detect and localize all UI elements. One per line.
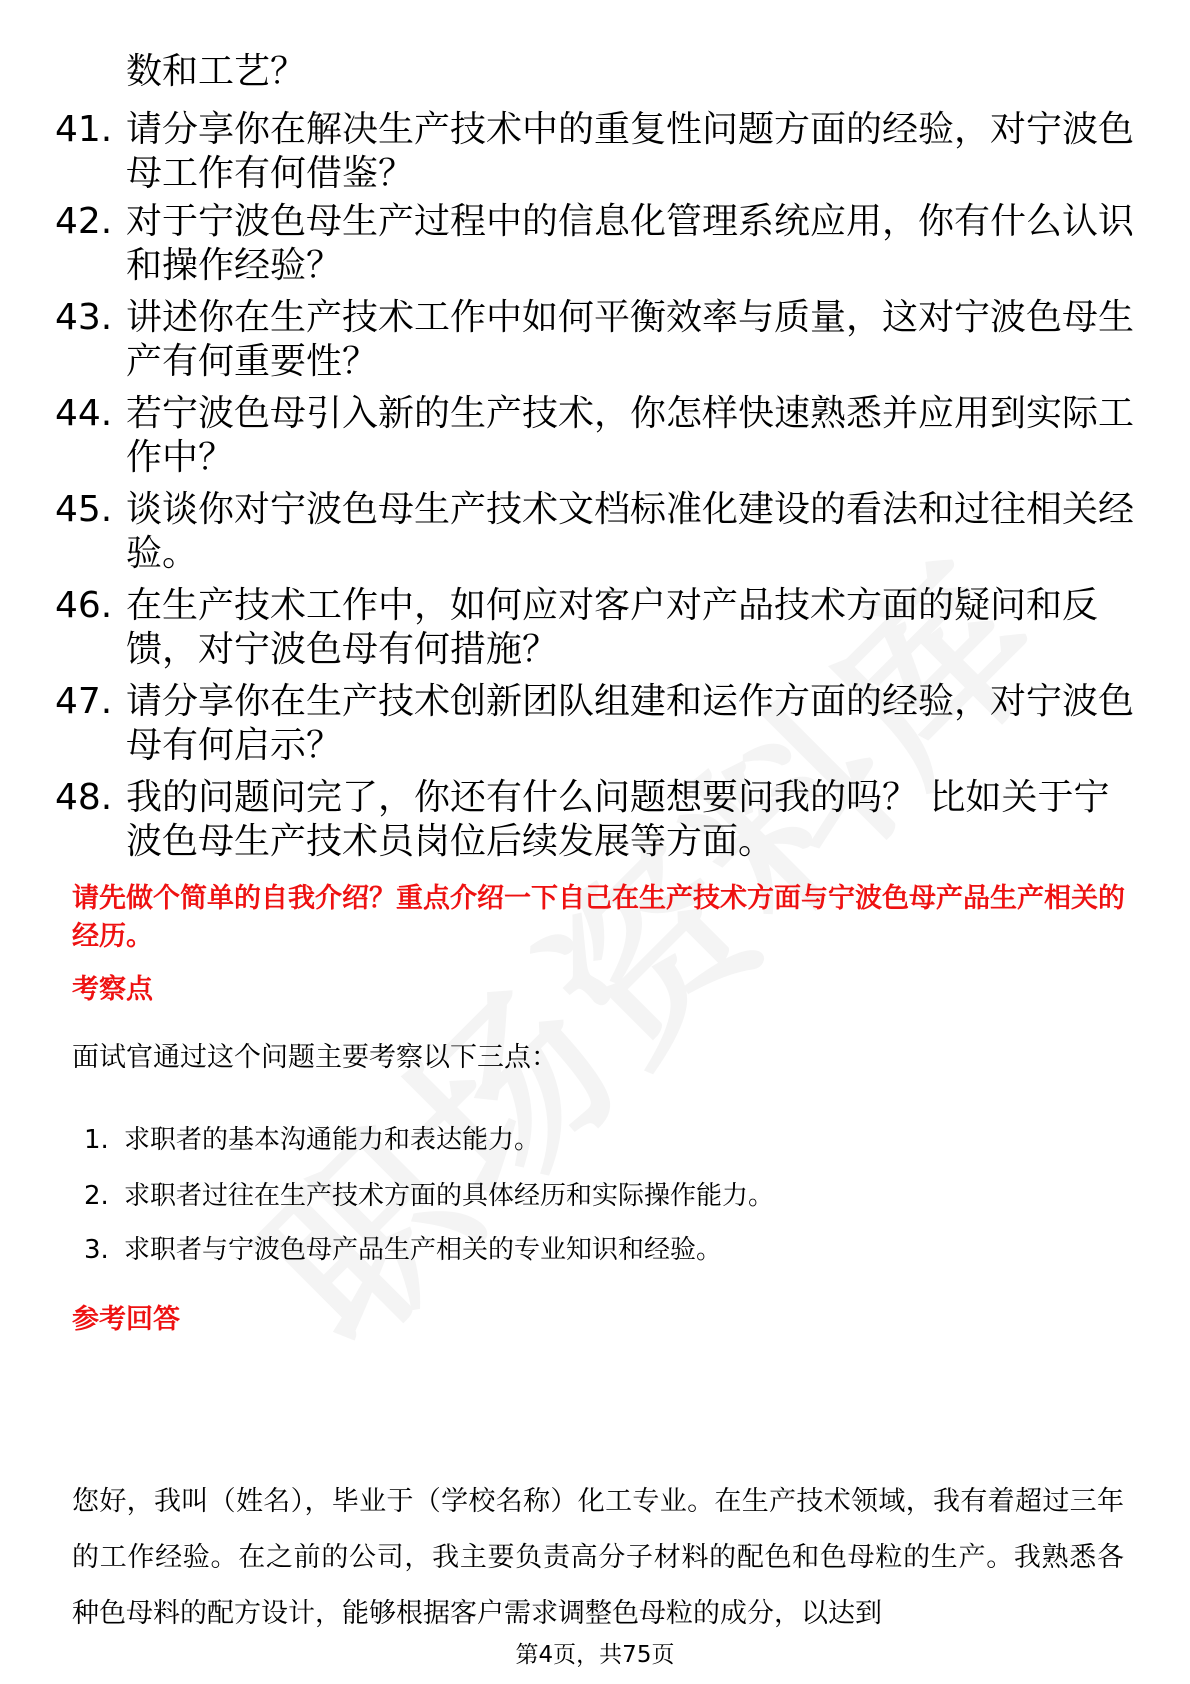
question-continuation-text: 数和工艺？	[126, 51, 307, 92]
question-number: 43.	[55, 297, 113, 338]
question-number: 42.	[55, 201, 113, 242]
page-footer: 第4页，共75页	[515, 1642, 675, 1668]
question-text: 我的问题问完了，你还有什么问题想要问我的吗？ 比如关于宁波色母生产技术员岗位后续发展等方面。	[126, 777, 1110, 862]
list-number: 2.	[84, 1181, 109, 1211]
question-number: 41.	[55, 109, 113, 150]
question-number: 45.	[55, 489, 113, 530]
question-text: 请分享你在解决生产技术中的重复性问题方面的经验，对宁波色母工作有何借鉴？	[126, 109, 1135, 194]
list-text: 求职者过往在生产技术方面的具体经历和实际操作能力。	[124, 1181, 775, 1211]
list-text: 求职者与宁波色母产品生产相关的专业知识和经验。	[124, 1235, 723, 1265]
exam-points-label: 考察点	[72, 974, 153, 1005]
list-text: 求职者的基本沟通能力和表达能力。	[124, 1125, 541, 1155]
reference-answer-text: 您好，我叫（姓名），毕业于（学校名称）化工专业。在生产技术领域，我有着超过三年的工作经验。在之前的公司，我主要负责高分子材料的配色和色母粒的生产。我熟悉各种色母料的配方设计，能够根据客户需求调整色母粒的成分，以达到	[72, 1486, 1124, 1629]
question-number: 47.	[55, 681, 113, 722]
reference-answer-label: 参考回答	[72, 1304, 180, 1335]
highlight-question: 请先做个简单的自我介绍？重点介绍一下自己在生产技术方面与宁波色母产品生产相关的经历。	[72, 883, 1125, 952]
question-number: 44.	[55, 393, 113, 434]
question-text: 在生产技术工作中，如何应对客户对产品技术方面的疑问和反馈，对宁波色母有何措施？	[126, 585, 1099, 670]
question-text: 请分享你在生产技术创新团队组建和运作方面的经验，对宁波色母有何启示？	[126, 681, 1135, 766]
list-number: 3.	[84, 1235, 109, 1265]
question-text: 若宁波色母引入新的生产技术，你怎样快速熟悉并应用到实际工作中？	[126, 393, 1135, 478]
question-text: 谈谈你对宁波色母生产技术文档标准化建设的看法和过往相关经验。	[126, 489, 1135, 574]
question-number: 46.	[55, 585, 113, 626]
question-number: 48.	[55, 777, 113, 818]
exam-points-intro: 面试官通过这个问题主要考察以下三点：	[72, 1042, 558, 1073]
question-text: 对于宁波色母生产过程中的信息化管理系统应用，你有什么认识和操作经验？	[126, 201, 1135, 286]
list-number: 1.	[84, 1125, 109, 1155]
question-text: 讲述你在生产技术工作中如何平衡效率与质量，这对宁波色母生产有何重要性？	[126, 297, 1135, 382]
